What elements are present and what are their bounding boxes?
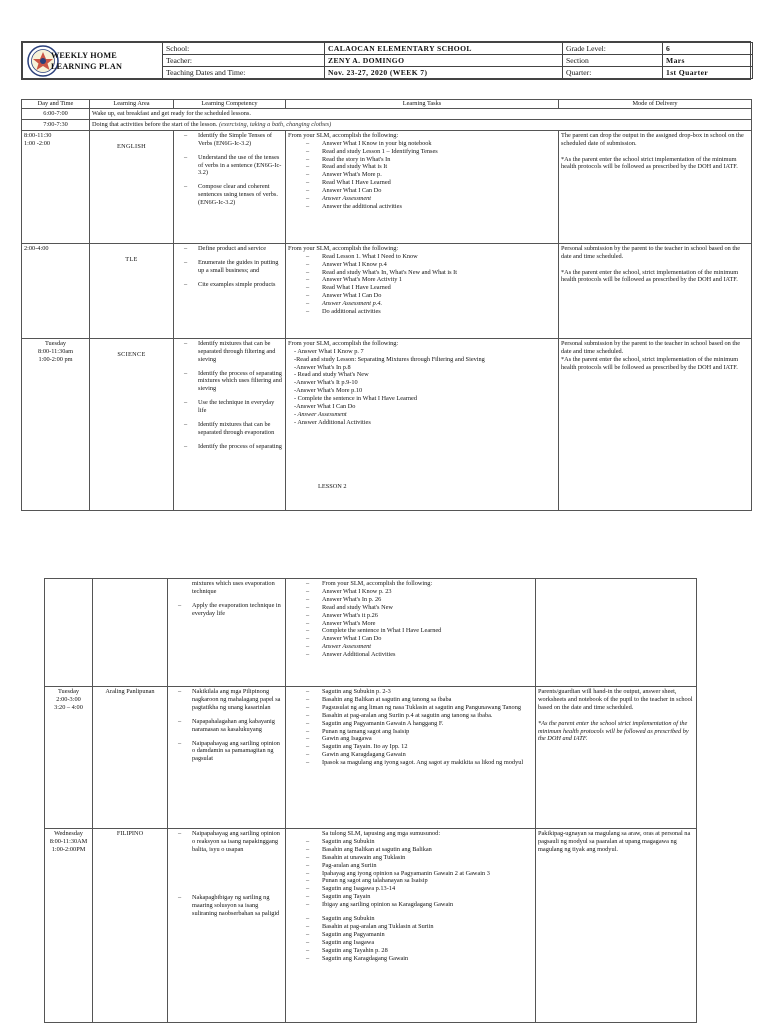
span-text-italic: (exercising, taking a bath, changing clothes) xyxy=(218,120,332,128)
task-item: – Read What I Have Learned xyxy=(288,284,556,292)
task-item: – Sagutin ang Pagyamanin Gawain A hanggang F. xyxy=(288,720,533,728)
row-delivery: The parent can drop the output in the assigned drop-box in school on the scheduled date of submission. *As the parent enter the school strict implementation of the minimum health protocols will be followed as prescribed by the DOH and IATF. xyxy=(559,130,752,243)
row-time xyxy=(45,579,93,687)
row-time: Tuesday 8:00-11:30am 1:00-2:00 pm xyxy=(22,338,90,510)
header-table xyxy=(21,41,751,80)
row-tasks xyxy=(286,243,559,338)
row-time: Tuesday 2:00-3:00 3:20 – 4:00 xyxy=(45,687,93,829)
competency-continued: mixtures which uses evaporation technique xyxy=(192,580,275,595)
delivery-note: *As the parent enter the school strict implementation of the minimum health protocols will be followed as prescribed by the DOH and IATF. xyxy=(538,719,689,743)
competency-item: – Understand the use of the tenses of verbs in a sentence (EN6G-Ic-3.2) xyxy=(176,154,283,178)
task-item: – Punan ng tamang sagot ang Isaisip xyxy=(288,728,533,736)
plan-title xyxy=(51,50,122,72)
competency-item: – Use the technique in everyday life xyxy=(176,399,283,415)
task-item: – Answer What I Can Do xyxy=(288,292,556,300)
school-value: CALAOCAN ELEMENTARY SCHOOL xyxy=(325,43,563,55)
task-item: – Do additional activities xyxy=(288,308,556,316)
row-delivery: Personal submission by the parent to the teacher in school based on the date and time scheduled. *As the parent enter the school, strict implementation of the minimum health protocols will be followed as prescribed by the DOH and IATF. xyxy=(559,243,752,338)
delivery-text xyxy=(538,688,693,742)
task-item: – Ipasok sa magulang ang iyong sagot. Ang sagot ay makikita sa likod ng modyul xyxy=(288,759,533,767)
task-item: – Basahin ang Balikan at sagutin ang tanong sa ibaba xyxy=(288,696,533,704)
competency-item: – Nakapagbibigay ng sariling ng maaring solusyon sa isang suliraning naobserbahan sa paligid xyxy=(170,894,283,918)
competency-item: – Cite examples simple products xyxy=(176,281,283,289)
task-item: – Read and study What is It xyxy=(288,163,556,171)
span-text xyxy=(90,109,752,120)
task-item: – Sagutin ang Isagawa xyxy=(288,939,533,947)
plan-row-english xyxy=(22,130,752,243)
competency-item: – Identify the process of separating xyxy=(176,443,283,451)
task-item: – Basahin ang Balikan at sagutin ang Balikan xyxy=(288,846,533,854)
task-item: – Read Lesson 1. What I Need to Know xyxy=(288,253,556,261)
task-item: – Answer Assessment xyxy=(288,195,556,203)
task-item: – Answer What's it p.26 xyxy=(288,612,533,620)
row-area: FILIPINO xyxy=(93,829,168,1023)
row-time: Wednesday 8:00-11:30AM 1:00-2:00PM xyxy=(45,829,93,1023)
column-header-row xyxy=(22,100,752,109)
task-intro: Sa tulong SLM, tapusing ang mga sumusunod: xyxy=(322,830,441,837)
task-item: – From your SLM, accomplish the following: xyxy=(288,580,533,588)
task-item: – Answer What I Know p.4 xyxy=(288,261,556,269)
task-item: – Answer Assessment xyxy=(288,643,533,651)
task-item: - Answer Additional Activities xyxy=(294,418,371,426)
task-item: – Answer What's More xyxy=(288,620,533,628)
row-area: SCIENCE xyxy=(90,338,174,510)
task-item: – Answer What I Can Do xyxy=(288,635,533,643)
task-item: – Sagutin ang Tayain xyxy=(288,893,533,901)
row-area: TLE xyxy=(90,243,174,338)
quarter-value: 1st Quarter xyxy=(663,67,753,79)
row-delivery: Personal submission by the parent to the teacher in school based on the date and time scheduled. *As the parent enter the school, strict implementation of the minimum health protocols will be followed as prescribed by the DOH and IATF. xyxy=(559,338,752,510)
row-competencies xyxy=(168,579,286,687)
title-line-1: WEEKLY HOME xyxy=(51,50,117,60)
task-item: – Sagutin ang Tayain. Ito ay Ipp. 12 xyxy=(288,743,533,751)
task-intro: From your SLM, accomplish the following: xyxy=(288,244,399,252)
span-text-main: Wake up, eat breakfast and get ready for the scheduled lessons. xyxy=(92,110,251,117)
row-area: Araling Panlipunan xyxy=(93,687,168,829)
grade-value: 6 xyxy=(663,43,753,55)
competency-item: – Napapahalagahan ang kabayanig naramasan sa kasalukuyang xyxy=(170,718,283,734)
task-item: -Answer What's More p.10 xyxy=(294,387,363,395)
lesson-label: LESSON 2 xyxy=(318,482,347,490)
plan-row-filipino xyxy=(45,829,697,1023)
task-item: -Read and study Lesson: Separating Mixtures through Filtering and Sieving xyxy=(294,355,485,363)
col-learning-competency: Learning Competency xyxy=(174,100,286,109)
row-competencies xyxy=(174,338,286,510)
task-item: - Answer What I Know p. 7 xyxy=(294,347,364,355)
task-item: – Read the story in What's In xyxy=(288,156,556,164)
task-item: – Gawin ang Isagawa xyxy=(288,735,533,743)
col-day-time: Day and Time xyxy=(22,100,90,109)
task-item: – Basahin at pag-aralan ang Tuklasin at Suriin xyxy=(288,923,533,931)
span-time: 6:00-7:00 xyxy=(22,109,90,120)
row-competencies xyxy=(168,829,286,1023)
task-item: -Answer What I Can Do xyxy=(294,403,356,411)
task-item: – Sagutin ang Karagdagang Gawain xyxy=(288,955,533,963)
row-time: 2:00-4:00 xyxy=(22,243,90,338)
task-item: - Complete the sentence in What I Have Learned xyxy=(294,395,417,403)
task-item: – Read What I Have Learned xyxy=(288,179,556,187)
task-item: – Read and study Lesson 1 – Identifying Tenses xyxy=(288,148,556,156)
competency-item: – Naipapahayag ang sariling opinion o damdamin sa pamamagitan ng pagsulat xyxy=(170,740,283,764)
competency-item: – Identify the process of separating mixtures which uses filtering and sieving xyxy=(176,370,283,394)
task-item: – Answer What's More Activity 1 xyxy=(288,276,556,284)
task-item: – Pag-aralan ang Suriin xyxy=(288,862,533,870)
task-item: – Answer Additional Activities xyxy=(288,651,533,659)
row-competencies xyxy=(174,243,286,338)
competency-item: – Define product and service xyxy=(176,245,283,253)
row-time: 8:00-11:30 1:00 -2:00 xyxy=(22,130,90,243)
task-intro: From your SLM, accomplish the following: xyxy=(288,131,399,139)
task-item: – Answer What I Know p. 23 xyxy=(288,588,533,596)
plan-row-science-cont xyxy=(45,579,697,687)
task-item: – Answer What's In p. 26 xyxy=(288,596,533,604)
row-delivery xyxy=(536,687,697,829)
span-row xyxy=(22,119,752,130)
span-text xyxy=(90,119,752,130)
school-label: School: xyxy=(163,43,325,55)
span-row xyxy=(22,109,752,120)
task-item: – Answer Assessment p.4. xyxy=(288,300,556,308)
task-item: – Basahin at pag-aralan ang Suriin p.4 at sagutin ang tanong sa ibaba. xyxy=(288,712,533,720)
delivery-main: Parents/guardian will hand-in the output, answer sheet, worksheets and notebook of the pupil to the teacher in school based on the date and time scheduled. xyxy=(538,688,693,711)
quarter-label: Quarter: xyxy=(563,67,663,79)
competency-item: – Identify mixtures that can be separated through evaporation xyxy=(176,421,283,437)
row-area xyxy=(93,579,168,687)
col-learning-area: Learning Area xyxy=(90,100,174,109)
header-logo-cell xyxy=(23,43,163,79)
plan-table-page-1 xyxy=(21,99,752,511)
teacher-value: ZENY A. DOMINGO xyxy=(325,55,563,67)
row-delivery: Pakikipag-ugnayan sa magulang sa araw, oras at personal na pagsauli ng modyul sa paaralan at upang magagawa ng magulang ng tiyak ang modyul. xyxy=(536,829,697,1023)
plan-row-araling-panlipunan xyxy=(45,687,697,829)
task-item: - Read and study What's New xyxy=(294,371,369,379)
plan-table-page-2 xyxy=(44,578,697,1023)
plan-row-tle xyxy=(22,243,752,338)
task-item: – Ipahayag ang iyong opinion sa Pagyamanin Gawain 2 at Gawain 3 xyxy=(288,870,533,878)
row-delivery xyxy=(536,579,697,687)
task-item: – Sagutin ang Tayahin p. 28 xyxy=(288,947,533,955)
row-tasks xyxy=(286,338,559,510)
competency-item: – Compose clear and coherent sentences using tenses of verbs. (EN6G-Ic-3.2) xyxy=(176,183,283,207)
task-item: – Pagsusulat ng ang liman ng nasa Tuklasin at sagutin ang Pangunawang Tanong xyxy=(288,704,533,712)
task-item: - Answer Assessment xyxy=(294,410,347,418)
task-item: – Sagutin ang Subukin xyxy=(288,915,533,923)
row-competencies xyxy=(174,130,286,243)
competency-item: – Naipapahayag ang sariling opinion o reaksyon sa isang napakinggang balita, isyu o usapan xyxy=(170,830,283,854)
task-item: – Read and study What's In, What's New and What is It xyxy=(288,269,556,277)
row-tasks xyxy=(286,130,559,243)
dates-value: Nov. 23-27, 2020 (WEEK 7) xyxy=(325,67,563,79)
competency-item: – Identify mixtures that can be separated through filtering and sieving xyxy=(176,340,283,364)
task-item: – Gawin ang Karagdagang Gawain xyxy=(288,751,533,759)
task-item: – Sagutin ang Isagawa p.13-14 xyxy=(288,885,533,893)
competency-item: – Enumerate the guides in putting up a small business; and xyxy=(176,259,283,275)
task-item: – Punan ng sagot ang talahanayan sa Isaisip xyxy=(288,877,533,885)
teacher-label: Teacher: xyxy=(163,55,325,67)
span-time: 7:00-7:30 xyxy=(22,119,90,130)
task-item: – Ibigay ang sariling opinion sa Karagdagang Gawain xyxy=(288,901,533,909)
col-mode-of-delivery: Mode of Delivery xyxy=(559,100,752,109)
task-item: – Answer the additional activities xyxy=(288,203,556,211)
row-area: ENGLISH xyxy=(90,130,174,243)
competency-item: – Apply the evaporation technique in everyday life xyxy=(170,602,283,618)
row-tasks xyxy=(286,829,536,1023)
col-learning-tasks: Learning Tasks xyxy=(286,100,559,109)
grade-label: Grade Level: xyxy=(563,43,663,55)
span-text-main: Doing that activities before the start of the lesson. xyxy=(92,120,219,128)
task-item: – Answer What's More p. xyxy=(288,171,556,179)
row-tasks xyxy=(286,687,536,829)
task-item: – Basahin at unawain ang Tuklasin xyxy=(288,854,533,862)
row-tasks xyxy=(286,579,536,687)
competency-item: – Nakikilala ang mga Pilipinong nagkaroon ng mahalagang papel sa pagtatikha ng unang kasarinlan xyxy=(170,688,283,712)
task-item: – Sagutin ang Subukin p. 2-3 xyxy=(288,688,533,696)
row-competencies xyxy=(168,687,286,829)
task-intro: From your SLM, accomplish the following: xyxy=(288,339,399,347)
section-value: Mars xyxy=(663,55,753,67)
task-item: – Sagutin ang Subukin xyxy=(288,838,533,846)
task-item: – Complete the sentence in What I Have Learned xyxy=(288,627,533,635)
section-label: Section xyxy=(563,55,663,67)
task-item: -Answer What's In p.8 xyxy=(294,363,351,371)
task-item: – Answer What I Know in your big notebook xyxy=(288,140,556,148)
task-item: – Sagutin ang Pagyamanin xyxy=(288,931,533,939)
task-item: – Read and study What's New xyxy=(288,604,533,612)
title-line-2: LEARNING PLAN xyxy=(51,61,123,71)
plan-row-science xyxy=(22,338,752,510)
dates-label: Teaching Dates and Time: xyxy=(163,67,325,79)
task-item: – Answer What I Can Do xyxy=(288,187,556,195)
task-item: -Answer What's It p.9-10 xyxy=(294,379,358,387)
competency-item: – Identify the Simple Tenses of Verbs (EN6G-Ic-3.2) xyxy=(176,132,283,148)
